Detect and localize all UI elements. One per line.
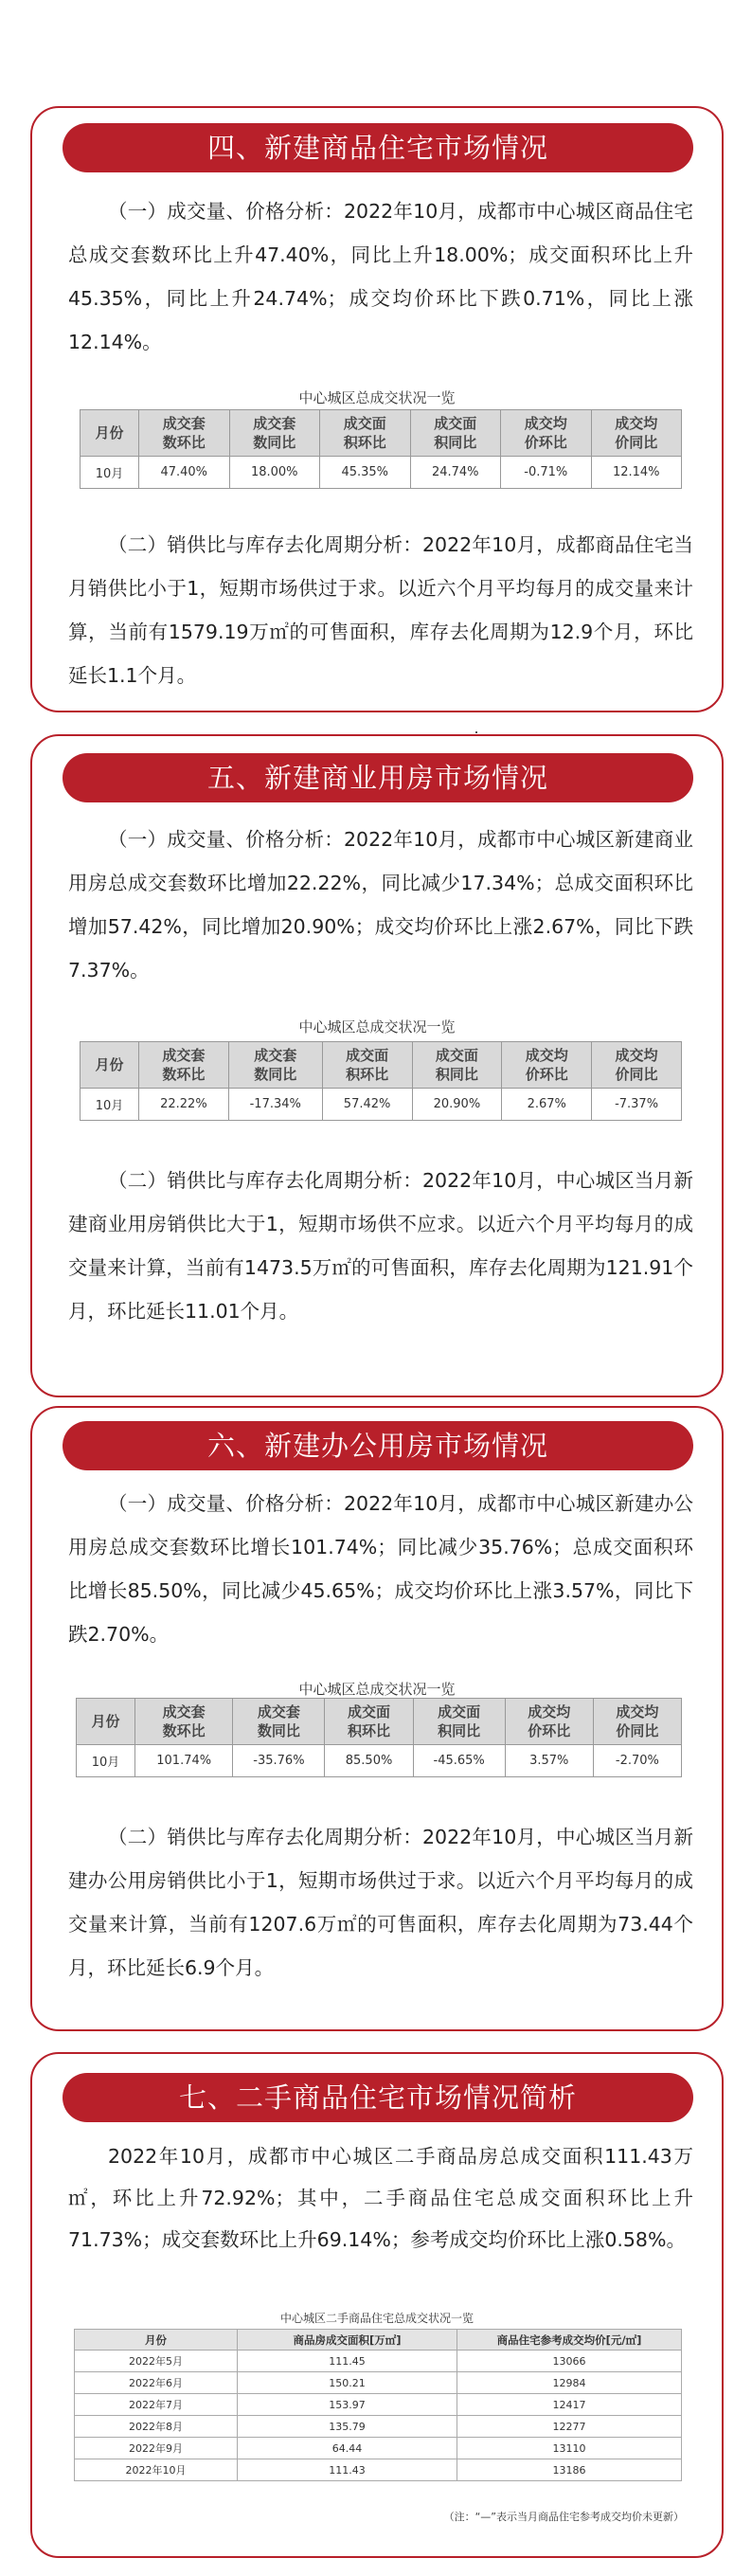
table-header: 月份	[81, 1042, 139, 1089]
table-cell: -0.71%	[501, 457, 592, 489]
table-cell: -45.65%	[413, 1745, 505, 1777]
section-4-table	[80, 409, 682, 489]
table-cell: 18.00%	[229, 457, 320, 489]
table-cell: 2022年9月	[75, 2438, 238, 2459]
table-cell: 111.43	[238, 2459, 457, 2481]
table-row	[81, 457, 682, 489]
section-7-title: 七、二手商品住宅市场情况简析	[63, 2073, 693, 2122]
section-4-para-1: （一）成交量、价格分析：2022年10月，成都市中心城区商品住宅总成交套数环比上升47.40%，同比上升18.00%；成交面积环比上升45.35%，同比上升24.74%；成交均价环比下跌0.71%，同比上涨12.14%。	[68, 200, 693, 353]
table-cell: 13066	[457, 2351, 682, 2372]
table-header: 成交均价同比	[592, 1042, 682, 1089]
table-cell: 10月	[77, 1745, 135, 1777]
table-header: 月份	[77, 1699, 135, 1745]
table-header: 成交面积同比	[410, 410, 501, 457]
table-cell: 111.45	[238, 2351, 457, 2372]
table-row	[81, 1089, 682, 1121]
section-4-title: 四、新建商品住宅市场情况	[63, 123, 693, 172]
table-cell: 13110	[457, 2438, 682, 2459]
table-row	[75, 2459, 682, 2481]
table-header: 成交均价同比	[591, 410, 682, 457]
table-cell: 12.14%	[591, 457, 682, 489]
table-cell: 47.40%	[139, 457, 230, 489]
table-header: 成交均价环比	[501, 410, 592, 457]
table-header: 成交均价同比	[593, 1699, 681, 1745]
table-cell: 2.67%	[502, 1089, 592, 1121]
table-cell: 2022年7月	[75, 2394, 238, 2416]
table-header: 成交套数环比	[135, 1699, 233, 1745]
table-cell: -7.37%	[592, 1089, 682, 1121]
table-row	[75, 2416, 682, 2438]
table-cell: 64.44	[238, 2438, 457, 2459]
table-cell: 24.74%	[410, 457, 501, 489]
table-cell: 153.97	[238, 2394, 457, 2416]
table-header: 成交套数环比	[139, 410, 230, 457]
table-cell: 57.42%	[322, 1089, 412, 1121]
table-cell: 85.50%	[325, 1745, 413, 1777]
section-4-table-caption: 中心城区总成交状况一览	[298, 389, 456, 406]
table-header: 成交面积环比	[322, 1042, 412, 1089]
table-cell: -35.76%	[233, 1745, 325, 1777]
table-cell: 20.90%	[412, 1089, 502, 1121]
table-header: 成交均价环比	[502, 1042, 592, 1089]
section-4-card	[30, 106, 724, 712]
section-6-para-2: （二）销供比与库存去化周期分析：2022年10月，中心城区当月新建办公用房销供比小于1，短期市场供过于求。以近六个月平均每月的成交量来计算，当前有1207.6万㎡的可售面积，库存去化周期为73.44个月，环比延长6.9个月。	[68, 1826, 693, 1979]
table-header: 商品房成交面积[万㎡]	[238, 2330, 457, 2351]
table-cell: 2022年5月	[75, 2351, 238, 2372]
table-header: 成交面积环比	[325, 1699, 413, 1745]
table-cell: 2022年6月	[75, 2372, 238, 2394]
section-7-table-caption: 中心城区二手商品住宅总成交状况一览	[279, 2312, 474, 2325]
decorative-dot	[475, 731, 477, 733]
table-row	[77, 1745, 682, 1777]
table-header: 成交均价环比	[505, 1699, 593, 1745]
table-cell: 45.35%	[320, 457, 411, 489]
section-6-table-caption: 中心城区总成交状况一览	[298, 1681, 456, 1698]
table-cell: 13186	[457, 2459, 682, 2481]
section-7-para-1: 2022年10月，成都市中心城区二手商品房总成交面积111.43万㎡，环比上升72.92%；其中，二手商品住宅总成交面积环比上升71.73%；成交套数环比上升69.14%；参考成交均价环比上涨0.58%。	[68, 2145, 693, 2251]
section-7-card	[30, 2052, 724, 2558]
table-header: 成交面积同比	[413, 1699, 505, 1745]
table-header: 成交套数同比	[228, 1042, 322, 1089]
table-row	[75, 2438, 682, 2459]
table-cell: 3.57%	[505, 1745, 593, 1777]
table-row	[75, 2394, 682, 2416]
table-cell: 150.21	[238, 2372, 457, 2394]
table-header: 成交面积同比	[412, 1042, 502, 1089]
section-5-table-caption: 中心城区总成交状况一览	[298, 1018, 456, 1036]
table-cell: -2.70%	[593, 1745, 681, 1777]
section-7-table-note: （注：“—”表示当月商品住宅参考成交均价未更新）	[443, 2511, 684, 2523]
section-6-para-1: （一）成交量、价格分析：2022年10月，成都市中心城区新建办公用房总成交套数环比增长101.74%；同比减少35.76%；总成交面积环比增长85.50%，同比减少45.65%；成交均价环比上涨3.57%，同比下跌2.70%。	[68, 1492, 693, 1646]
table-cell: 12984	[457, 2372, 682, 2394]
table-row	[75, 2351, 682, 2372]
table-cell: 2022年8月	[75, 2416, 238, 2438]
table-header: 商品住宅参考成交均价[元/㎡]	[457, 2330, 682, 2351]
table-cell: 10月	[81, 1089, 139, 1121]
table-cell: 12277	[457, 2416, 682, 2438]
section-5-title: 五、新建商业用房市场情况	[63, 753, 693, 802]
table-row	[75, 2372, 682, 2394]
section-5-para-1: （一）成交量、价格分析：2022年10月，成都市中心城区新建商业用房总成交套数环比增加22.22%，同比减少17.34%；总成交面积环比增加57.42%，同比增加20.90%；成交均价环比上涨2.67%，同比下跌7.37%。	[68, 828, 693, 982]
section-4-para-2: （二）销供比与库存去化周期分析：2022年10月，成都商品住宅当月销供比小于1，短期市场供过于求。以近六个月平均每月的成交量来计算，当前有1579.19万㎡的可售面积，库存去化周期为12.9个月，环比延长1.1个月。	[68, 533, 693, 687]
table-cell: 2022年10月	[75, 2459, 238, 2481]
section-5-para-2: （二）销供比与库存去化周期分析：2022年10月，中心城区当月新建商业用房销供比大于1，短期市场供不应求。以近六个月平均每月的成交量来计算，当前有1473.5万㎡的可售面积，库存去化周期为121.91个月，环比延长11.01个月。	[68, 1169, 693, 1323]
section-6-card	[30, 1406, 724, 2031]
section-5-card	[30, 734, 724, 1397]
section-5-table	[80, 1041, 682, 1121]
table-header: 月份	[81, 410, 139, 457]
table-header: 成交套数环比	[139, 1042, 229, 1089]
table-cell: -17.34%	[228, 1089, 322, 1121]
section-7-table	[74, 2329, 682, 2481]
table-header: 成交面积环比	[320, 410, 411, 457]
table-cell: 101.74%	[135, 1745, 233, 1777]
table-cell: 10月	[81, 457, 139, 489]
table-header: 月份	[75, 2330, 238, 2351]
table-cell: 12417	[457, 2394, 682, 2416]
table-cell: 135.79	[238, 2416, 457, 2438]
section-6-table	[76, 1698, 682, 1777]
table-header: 成交套数同比	[233, 1699, 325, 1745]
section-6-title: 六、新建办公用房市场情况	[63, 1421, 693, 1470]
table-cell: 22.22%	[139, 1089, 229, 1121]
table-header: 成交套数同比	[229, 410, 320, 457]
